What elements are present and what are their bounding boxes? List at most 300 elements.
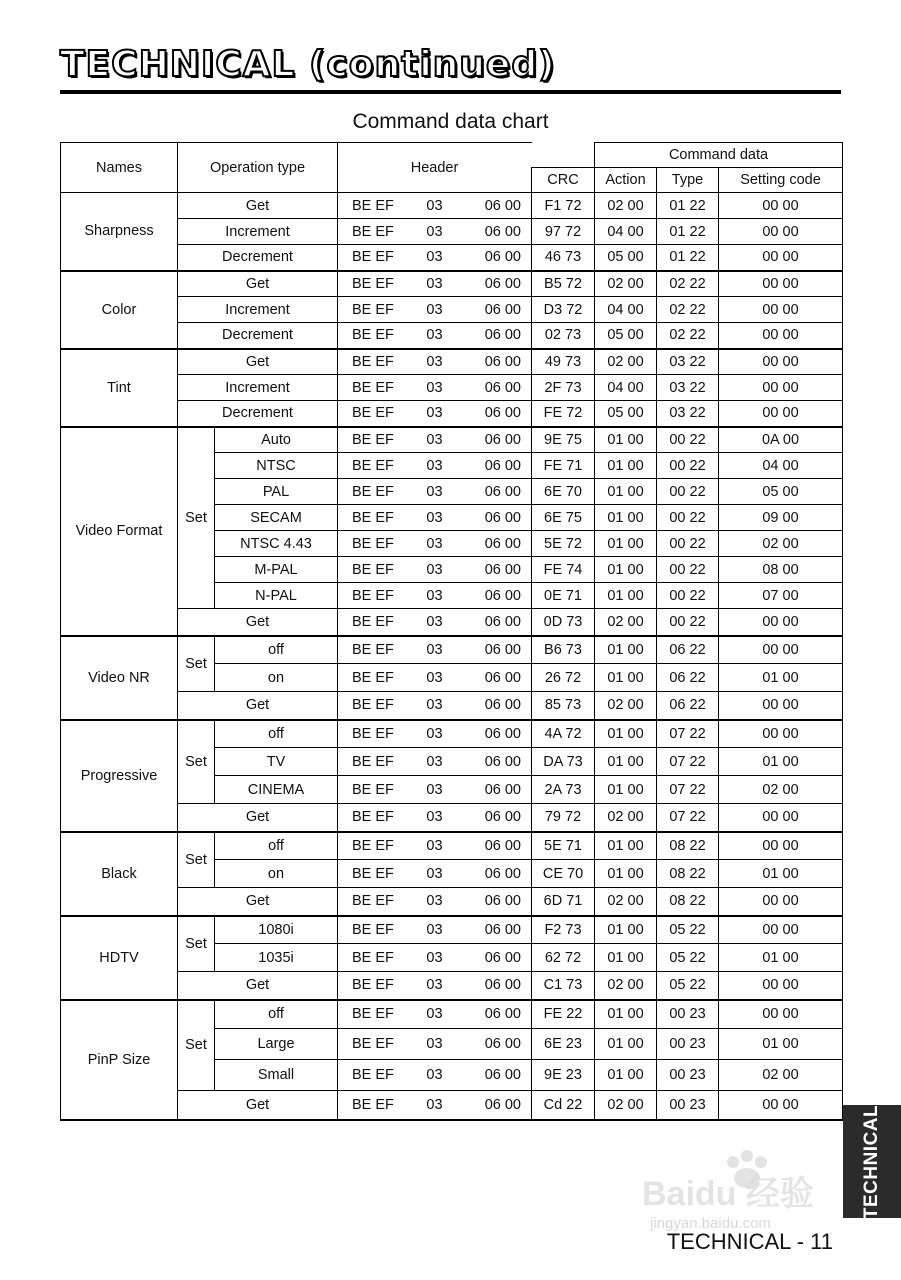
type-cell: 00 22 <box>657 531 719 557</box>
action-cell: 01 00 <box>595 531 657 557</box>
crc-cell: 62 72 <box>532 944 595 972</box>
header-bytes-cell <box>338 245 532 271</box>
header-byte-h2: 03 <box>426 405 443 422</box>
operation-cell: Get <box>178 349 338 375</box>
header-header: Header <box>338 143 532 193</box>
operation-cell: Small <box>215 1060 338 1091</box>
setting-code-cell: 00 00 <box>719 692 843 720</box>
header-crc: CRC <box>532 168 595 193</box>
header-byte-h2: 03 <box>426 1096 443 1113</box>
table-row <box>61 219 843 245</box>
header-byte-h1: BE EF <box>352 197 394 214</box>
setting-code-cell: 09 00 <box>719 505 843 531</box>
header-bytes-cell <box>338 583 532 609</box>
action-cell: 02 00 <box>595 804 657 832</box>
type-cell: 03 22 <box>657 349 719 375</box>
operation-cell: Decrement <box>178 401 338 427</box>
type-cell: 07 22 <box>657 776 719 804</box>
table-row <box>61 245 843 271</box>
header-byte-h1: BE EF <box>352 535 394 552</box>
table-row <box>61 271 843 297</box>
setting-code-cell: 00 00 <box>719 804 843 832</box>
header-type: Type <box>657 168 719 193</box>
header-byte-h1: BE EF <box>352 1006 394 1023</box>
operation-cell: Decrement <box>178 323 338 349</box>
header-byte-h3: 06 00 <box>484 327 521 344</box>
type-cell: 01 22 <box>657 245 719 271</box>
action-cell: 01 00 <box>595 427 657 453</box>
header-bytes-cell <box>338 271 532 297</box>
header-byte-h2: 03 <box>426 535 443 552</box>
group-name-cell: Progressive <box>61 720 178 832</box>
type-cell: 08 22 <box>657 832 719 860</box>
header-byte-h3: 06 00 <box>484 921 521 938</box>
type-cell: 00 22 <box>657 583 719 609</box>
header-byte-h2: 03 <box>426 457 443 474</box>
header-byte-h1: BE EF <box>352 921 394 938</box>
crc-cell: B6 73 <box>532 636 595 664</box>
operation-cell: 1080i <box>215 916 338 944</box>
header-bytes-cell <box>338 748 532 776</box>
table-row <box>61 609 843 636</box>
header-byte-h1: BE EF <box>352 509 394 526</box>
header-byte-h3: 06 00 <box>484 457 521 474</box>
operation-cell: Increment <box>178 375 338 401</box>
action-cell: 02 00 <box>595 349 657 375</box>
setting-code-cell: 00 00 <box>719 916 843 944</box>
header-byte-h2: 03 <box>426 301 443 318</box>
table-row <box>61 193 843 219</box>
action-cell: 02 00 <box>595 193 657 219</box>
crc-cell: F1 72 <box>532 193 595 219</box>
operation-cell: Auto <box>215 427 338 453</box>
header-byte-h3: 06 00 <box>484 893 521 910</box>
crc-cell: 5E 71 <box>532 832 595 860</box>
set-cell: Set <box>178 427 215 609</box>
header-byte-h2: 03 <box>426 865 443 882</box>
action-cell: 01 00 <box>595 453 657 479</box>
header-byte-h1: BE EF <box>352 457 394 474</box>
action-cell: 01 00 <box>595 557 657 583</box>
type-cell: 00 23 <box>657 1000 719 1029</box>
setting-code-cell: 01 00 <box>719 748 843 776</box>
setting-code-cell: 00 00 <box>719 609 843 636</box>
setting-code-cell: 00 00 <box>719 375 843 401</box>
action-cell: 01 00 <box>595 505 657 531</box>
table-header-row <box>61 143 843 168</box>
header-bytes-cell <box>338 1060 532 1091</box>
header-byte-h3: 06 00 <box>484 641 521 658</box>
type-cell: 08 22 <box>657 888 719 916</box>
crc-cell: 6E 23 <box>532 1029 595 1060</box>
set-cell: Set <box>178 720 215 804</box>
type-cell: 07 22 <box>657 748 719 776</box>
setting-code-cell: 01 00 <box>719 944 843 972</box>
header-action: Action <box>595 168 657 193</box>
type-cell: 03 22 <box>657 401 719 427</box>
header-byte-h1: BE EF <box>352 669 394 686</box>
header-byte-h3: 06 00 <box>484 353 521 370</box>
setting-code-cell: 00 00 <box>719 832 843 860</box>
header-byte-h1: BE EF <box>352 301 394 318</box>
header-byte-h3: 06 00 <box>484 837 521 854</box>
header-byte-h1: BE EF <box>352 1067 394 1083</box>
group-name-cell: Sharpness <box>61 193 178 271</box>
table-row <box>61 804 843 832</box>
crc-cell: 97 72 <box>532 219 595 245</box>
setting-code-cell: 0A 00 <box>719 427 843 453</box>
header-byte-h3: 06 00 <box>484 275 521 292</box>
header-bytes-cell <box>338 720 532 748</box>
header-byte-h1: BE EF <box>352 327 394 344</box>
action-cell: 02 00 <box>595 692 657 720</box>
set-cell: Set <box>178 1000 215 1091</box>
header-byte-h2: 03 <box>426 781 443 798</box>
header-byte-h1: BE EF <box>352 725 394 742</box>
header-byte-h1: BE EF <box>352 809 394 826</box>
table-row <box>61 1000 843 1029</box>
setting-code-cell: 02 00 <box>719 776 843 804</box>
table-row <box>61 636 843 664</box>
type-cell: 00 22 <box>657 557 719 583</box>
header-byte-h3: 06 00 <box>484 379 521 396</box>
crc-cell: 85 73 <box>532 692 595 720</box>
header-byte-h1: BE EF <box>352 977 394 994</box>
header-bytes-cell <box>338 375 532 401</box>
operation-cell: Get <box>178 193 338 219</box>
action-cell: 02 00 <box>595 888 657 916</box>
crc-cell: FE 72 <box>532 401 595 427</box>
header-byte-h2: 03 <box>426 223 443 240</box>
header-byte-h2: 03 <box>426 1036 443 1052</box>
header-byte-h1: BE EF <box>352 275 394 292</box>
setting-code-cell: 00 00 <box>719 297 843 323</box>
header-byte-h1: BE EF <box>352 781 394 798</box>
header-byte-h1: BE EF <box>352 1036 394 1052</box>
crc-cell: D3 72 <box>532 297 595 323</box>
setting-code-cell: 00 00 <box>719 219 843 245</box>
header-byte-h2: 03 <box>426 725 443 742</box>
setting-code-cell: 01 00 <box>719 1029 843 1060</box>
header-byte-h1: BE EF <box>352 431 394 448</box>
setting-code-cell: 00 00 <box>719 193 843 219</box>
action-cell: 05 00 <box>595 245 657 271</box>
operation-cell: Increment <box>178 219 338 245</box>
operation-cell: Get <box>178 888 338 916</box>
action-cell: 05 00 <box>595 323 657 349</box>
header-byte-h1: BE EF <box>352 1096 394 1113</box>
crc-cell: 46 73 <box>532 245 595 271</box>
setting-code-cell: 00 00 <box>719 245 843 271</box>
header-byte-h1: BE EF <box>352 223 394 240</box>
setting-code-cell: 01 00 <box>719 664 843 692</box>
header-byte-h2: 03 <box>426 641 443 658</box>
header-bytes-cell <box>338 297 532 323</box>
group-name-cell: Tint <box>61 349 178 427</box>
header-bytes-cell <box>338 1029 532 1060</box>
action-cell: 04 00 <box>595 297 657 323</box>
header-bytes-cell <box>338 972 532 1000</box>
header-bytes-cell <box>338 609 532 636</box>
group-name-cell: Video Format <box>61 427 178 636</box>
crc-cell: 6E 70 <box>532 479 595 505</box>
type-cell: 01 22 <box>657 219 719 245</box>
header-bytes-cell <box>338 219 532 245</box>
header-byte-h2: 03 <box>426 697 443 714</box>
header-bytes-cell <box>338 888 532 916</box>
header-bytes-cell <box>338 1091 532 1120</box>
header-byte-h2: 03 <box>426 275 443 292</box>
setting-code-cell: 04 00 <box>719 453 843 479</box>
header-byte-h2: 03 <box>426 809 443 826</box>
table-row <box>61 323 843 349</box>
operation-cell: off <box>215 1000 338 1029</box>
setting-code-cell: 00 00 <box>719 323 843 349</box>
setting-code-cell: 02 00 <box>719 1060 843 1091</box>
crc-cell: 6E 75 <box>532 505 595 531</box>
type-cell: 07 22 <box>657 720 719 748</box>
operation-cell: off <box>215 720 338 748</box>
type-cell: 06 22 <box>657 664 719 692</box>
header-byte-h1: BE EF <box>352 641 394 658</box>
crc-cell: 49 73 <box>532 349 595 375</box>
table-row <box>61 832 843 860</box>
action-cell: 01 00 <box>595 664 657 692</box>
setting-code-cell: 00 00 <box>719 401 843 427</box>
crc-cell: 6D 71 <box>532 888 595 916</box>
crc-cell: 02 73 <box>532 323 595 349</box>
group-name-cell: HDTV <box>61 916 178 1000</box>
header-bytes-cell <box>338 636 532 664</box>
header-bytes-cell <box>338 860 532 888</box>
action-cell: 01 00 <box>595 776 657 804</box>
crc-cell: 0E 71 <box>532 583 595 609</box>
header-byte-h3: 06 00 <box>484 753 521 770</box>
operation-cell: Get <box>178 609 338 636</box>
operation-cell: on <box>215 664 338 692</box>
action-cell: 01 00 <box>595 860 657 888</box>
header-byte-h2: 03 <box>426 669 443 686</box>
header-byte-h2: 03 <box>426 1067 443 1083</box>
type-cell: 00 22 <box>657 609 719 636</box>
heading-rule <box>60 90 841 94</box>
header-byte-h2: 03 <box>426 353 443 370</box>
header-byte-h3: 06 00 <box>484 509 521 526</box>
operation-cell: Get <box>178 271 338 297</box>
header-byte-h3: 06 00 <box>484 483 521 500</box>
operation-cell: NTSC 4.43 <box>215 531 338 557</box>
header-bytes-cell <box>338 479 532 505</box>
header-byte-h2: 03 <box>426 379 443 396</box>
header-byte-h3: 06 00 <box>484 535 521 552</box>
crc-cell: CE 70 <box>532 860 595 888</box>
table-row <box>61 375 843 401</box>
action-cell: 05 00 <box>595 401 657 427</box>
header-bytes-cell <box>338 453 532 479</box>
header-byte-h3: 06 00 <box>484 301 521 318</box>
header-byte-h1: BE EF <box>352 353 394 370</box>
operation-cell: PAL <box>215 479 338 505</box>
header-byte-h3: 06 00 <box>484 809 521 826</box>
header-bytes-cell <box>338 692 532 720</box>
header-setting-code: Setting code <box>719 168 843 193</box>
crc-cell: 79 72 <box>532 804 595 832</box>
action-cell: 01 00 <box>595 1029 657 1060</box>
header-bytes-cell <box>338 401 532 427</box>
setting-code-cell: 00 00 <box>719 1000 843 1029</box>
action-cell: 02 00 <box>595 271 657 297</box>
header-byte-h2: 03 <box>426 509 443 526</box>
operation-cell: off <box>215 636 338 664</box>
type-cell: 05 22 <box>657 972 719 1000</box>
header-byte-h3: 06 00 <box>484 197 521 214</box>
crc-cell: FE 22 <box>532 1000 595 1029</box>
header-byte-h3: 06 00 <box>484 405 521 422</box>
crc-cell: DA 73 <box>532 748 595 776</box>
setting-code-cell: 07 00 <box>719 583 843 609</box>
header-byte-h1: BE EF <box>352 379 394 396</box>
setting-code-cell: 00 00 <box>719 720 843 748</box>
set-cell: Set <box>178 636 215 692</box>
operation-cell: M-PAL <box>215 557 338 583</box>
action-cell: 01 00 <box>595 832 657 860</box>
type-cell: 05 22 <box>657 944 719 972</box>
header-byte-h1: BE EF <box>352 613 394 630</box>
action-cell: 02 00 <box>595 609 657 636</box>
operation-cell: Decrement <box>178 245 338 271</box>
setting-code-cell: 01 00 <box>719 860 843 888</box>
operation-cell: Get <box>178 972 338 1000</box>
type-cell: 02 22 <box>657 297 719 323</box>
watermark-logo-text: Baidu 经验 <box>642 1175 814 1213</box>
header-byte-h3: 06 00 <box>484 1006 521 1023</box>
header-byte-h2: 03 <box>426 977 443 994</box>
group-name-cell: PinP Size <box>61 1000 178 1120</box>
table-row <box>61 427 843 453</box>
type-cell: 08 22 <box>657 860 719 888</box>
header-names: Names <box>61 143 178 193</box>
type-cell: 00 23 <box>657 1060 719 1091</box>
table-row <box>61 888 843 916</box>
watermark-logo <box>640 1140 840 1235</box>
header-bytes-cell <box>338 776 532 804</box>
crc-cell: 9E 75 <box>532 427 595 453</box>
setting-code-cell: 05 00 <box>719 479 843 505</box>
setting-code-cell: 00 00 <box>719 636 843 664</box>
header-bytes-cell <box>338 193 532 219</box>
operation-cell: CINEMA <box>215 776 338 804</box>
type-cell: 00 23 <box>657 1091 719 1120</box>
header-bytes-cell <box>338 427 532 453</box>
operation-cell: Get <box>178 1091 338 1120</box>
setting-code-cell: 00 00 <box>719 271 843 297</box>
header-byte-h2: 03 <box>426 197 443 214</box>
header-byte-h2: 03 <box>426 1006 443 1023</box>
header-byte-h3: 06 00 <box>484 1067 521 1083</box>
header-byte-h3: 06 00 <box>484 781 521 798</box>
header-byte-h1: BE EF <box>352 249 394 266</box>
setting-code-cell: 00 00 <box>719 349 843 375</box>
side-tab <box>843 1105 901 1218</box>
header-bytes-cell <box>338 664 532 692</box>
action-cell: 01 00 <box>595 479 657 505</box>
header-byte-h3: 06 00 <box>484 1036 521 1052</box>
type-cell: 07 22 <box>657 804 719 832</box>
header-byte-h3: 06 00 <box>484 725 521 742</box>
action-cell: 01 00 <box>595 1000 657 1029</box>
table-row <box>61 972 843 1000</box>
crc-cell: 0D 73 <box>532 609 595 636</box>
type-cell: 00 22 <box>657 453 719 479</box>
crc-cell: 26 72 <box>532 664 595 692</box>
crc-cell: 4A 72 <box>532 720 595 748</box>
action-cell: 02 00 <box>595 1091 657 1120</box>
chart-title: Command data chart <box>352 110 549 133</box>
header-byte-h1: BE EF <box>352 483 394 500</box>
header-byte-h2: 03 <box>426 327 443 344</box>
operation-cell: N-PAL <box>215 583 338 609</box>
set-cell: Set <box>178 832 215 888</box>
header-byte-h2: 03 <box>426 613 443 630</box>
crc-cell: 2F 73 <box>532 375 595 401</box>
header-byte-h2: 03 <box>426 561 443 578</box>
header-byte-h3: 06 00 <box>484 431 521 448</box>
crc-cell: F2 73 <box>532 916 595 944</box>
table-row <box>61 1091 843 1120</box>
header-blank <box>532 143 595 168</box>
table-row <box>61 401 843 427</box>
header-byte-h1: BE EF <box>352 949 394 966</box>
header-bytes-cell <box>338 944 532 972</box>
crc-cell: 2A 73 <box>532 776 595 804</box>
crc-cell: 9E 23 <box>532 1060 595 1091</box>
action-cell: 01 00 <box>595 916 657 944</box>
header-byte-h2: 03 <box>426 893 443 910</box>
operation-cell: Large <box>215 1029 338 1060</box>
watermark-url: jingyan.baidu.com <box>650 1215 771 1232</box>
table-row <box>61 916 843 944</box>
header-byte-h2: 03 <box>426 431 443 448</box>
header-bytes-cell <box>338 557 532 583</box>
header-bytes-cell <box>338 1000 532 1029</box>
action-cell: 01 00 <box>595 720 657 748</box>
type-cell: 01 22 <box>657 193 719 219</box>
crc-cell: Cd 22 <box>532 1091 595 1120</box>
table-row <box>61 349 843 375</box>
header-byte-h1: BE EF <box>352 865 394 882</box>
header-bytes-cell <box>338 323 532 349</box>
setting-code-cell: 00 00 <box>719 972 843 1000</box>
type-cell: 06 22 <box>657 636 719 664</box>
header-bytes-cell <box>338 916 532 944</box>
header-byte-h2: 03 <box>426 921 443 938</box>
setting-code-cell: 00 00 <box>719 888 843 916</box>
group-name-cell: Video NR <box>61 636 178 720</box>
table-body <box>61 193 843 1120</box>
operation-cell: 1035i <box>215 944 338 972</box>
header-byte-h3: 06 00 <box>484 1096 521 1113</box>
header-byte-h3: 06 00 <box>484 587 521 604</box>
header-byte-h2: 03 <box>426 753 443 770</box>
type-cell: 00 22 <box>657 427 719 453</box>
header-byte-h1: BE EF <box>352 837 394 854</box>
action-cell: 01 00 <box>595 1060 657 1091</box>
header-bytes-cell <box>338 349 532 375</box>
page-heading: TECHNICAL (continued) <box>60 44 556 85</box>
group-name-cell: Color <box>61 271 178 349</box>
header-byte-h2: 03 <box>426 837 443 854</box>
type-cell: 00 22 <box>657 479 719 505</box>
